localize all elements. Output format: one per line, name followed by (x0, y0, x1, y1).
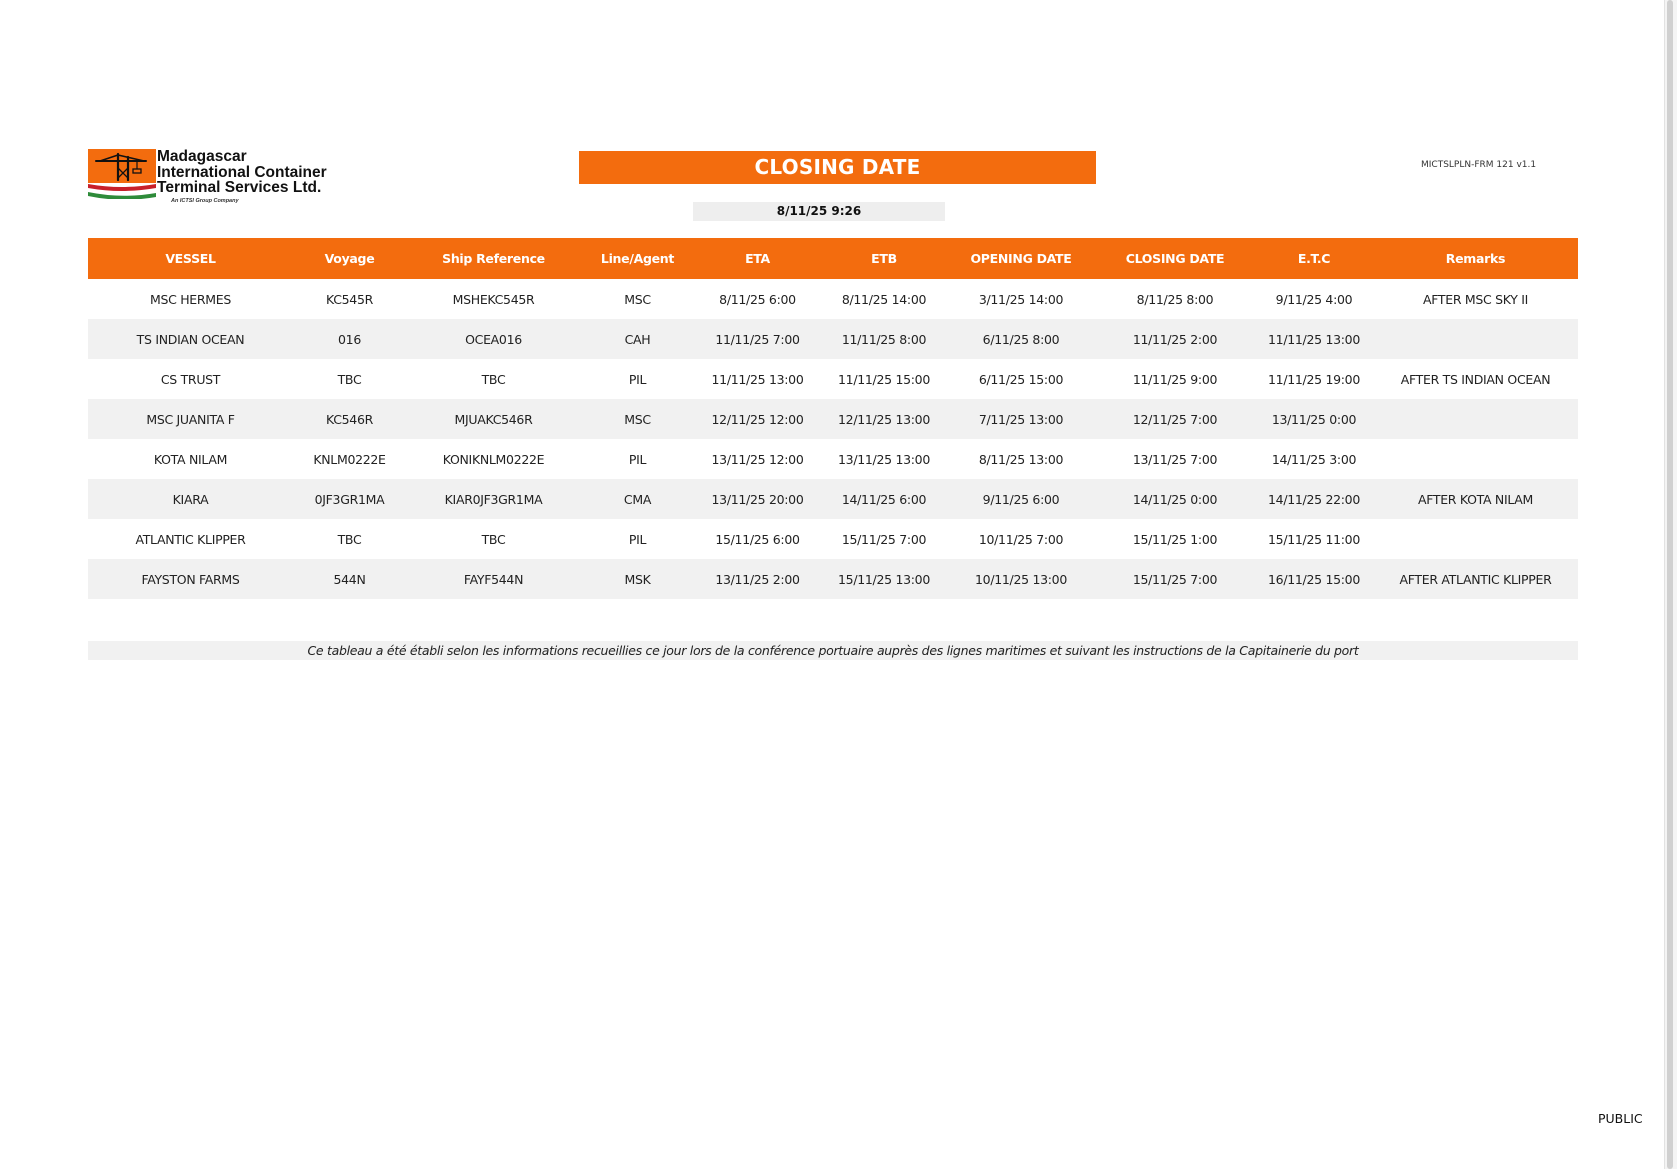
cell-eta: 12/11/25 12:00 (694, 399, 821, 439)
cell-opening-date: 6/11/25 15:00 (978, 371, 1064, 387)
column-header-closing-date: CLOSING DATE (1095, 238, 1255, 279)
column-header-etc: E.T.C (1255, 238, 1373, 279)
classification-label: PUBLIC (1598, 1111, 1643, 1126)
table-row (88, 279, 1578, 319)
cell-vessel: CS TRUST (160, 371, 221, 387)
footnote: Ce tableau a été établi selon les informations recueillies ce jour lors de la conférence portuaire auprès des lignes maritimes et suivant les instructions de la Capitainerie du port (88, 641, 1578, 660)
cell-opening-date: 6/11/25 8:00 (947, 319, 1095, 359)
table-row (88, 559, 1578, 599)
cell-voyage: KC546R (293, 399, 406, 439)
cell-vessel: KOTA NILAM (153, 451, 228, 467)
cell-closing-date: 15/11/25 1:00 (1132, 531, 1218, 547)
cell-voyage: 544N (293, 559, 406, 599)
cell-ship-reference: FAYF544N (406, 559, 581, 599)
cell-opening-date: 3/11/25 14:00 (978, 291, 1064, 307)
cell-etc: 13/11/25 0:00 (1255, 399, 1373, 439)
cell-ship-reference: KONIKNLM0222E (442, 451, 545, 467)
cell-etc: 9/11/25 4:00 (1275, 291, 1353, 307)
column-header-eta: ETA (694, 238, 821, 279)
cell-closing-date: 11/11/25 2:00 (1095, 319, 1255, 359)
cell-line-agent: MSK (581, 559, 694, 599)
scrollbar-thumb[interactable] (1667, 0, 1673, 1169)
cell-vessel: MSC HERMES (149, 291, 232, 307)
table-row (88, 319, 1578, 359)
vessel-schedule-table (88, 238, 1578, 599)
cell-closing-date: 13/11/25 7:00 (1132, 451, 1218, 467)
cell-remarks: AFTER MSC SKY II (1422, 291, 1528, 307)
company-logo (88, 149, 328, 209)
cell-line-agent: PIL (628, 371, 647, 387)
page-title: CLOSING DATE (579, 151, 1096, 184)
cell-ship-reference: KIAR0JF3GR1MA (406, 479, 581, 519)
cell-remarks (1373, 319, 1578, 359)
table-row (88, 439, 1578, 479)
vertical-scrollbar[interactable] (1664, 0, 1677, 1169)
cell-etb: 8/11/25 14:00 (841, 291, 927, 307)
cell-ship-reference: MSHEKC545R (452, 291, 535, 307)
cell-voyage: 0JF3GR1MA (293, 479, 406, 519)
table-row (88, 399, 1578, 439)
cell-opening-date: 9/11/25 6:00 (947, 479, 1095, 519)
cell-voyage: TBC (337, 371, 362, 387)
column-header-remarks: Remarks (1373, 238, 1578, 279)
cell-eta: 15/11/25 6:00 (715, 531, 800, 547)
company-name-line-1: Madagascar (157, 148, 247, 165)
cell-etc: 14/11/25 22:00 (1255, 479, 1373, 519)
cell-closing-date: 11/11/25 9:00 (1132, 371, 1218, 387)
cell-vessel: ATLANTIC KLIPPER (135, 531, 246, 547)
cell-opening-date: 10/11/25 7:00 (978, 531, 1064, 547)
column-header-etb: ETB (821, 238, 947, 279)
cell-etc: 16/11/25 15:00 (1255, 559, 1373, 599)
column-header-ship-reference: Ship Reference (406, 238, 581, 279)
cell-etc: 11/11/25 19:00 (1268, 371, 1360, 387)
cell-eta: 13/11/25 12:00 (711, 451, 804, 467)
cell-eta: 8/11/25 6:00 (719, 291, 796, 307)
company-name-line-3: Terminal Services Ltd. (157, 179, 322, 196)
cell-line-agent: MSC (581, 399, 694, 439)
cell-etc: 15/11/25 11:00 (1268, 531, 1360, 547)
cell-vessel: KIARA (88, 479, 293, 519)
cell-line-agent: CAH (581, 319, 694, 359)
cell-closing-date: 8/11/25 8:00 (1136, 291, 1214, 307)
column-header-opening-date: OPENING DATE (947, 238, 1095, 279)
cell-voyage: KC545R (326, 291, 373, 307)
cell-etb: 11/11/25 8:00 (821, 319, 947, 359)
table-header-row (88, 238, 1578, 279)
cell-opening-date: 7/11/25 13:00 (947, 399, 1095, 439)
cell-opening-date: 10/11/25 13:00 (947, 559, 1095, 599)
cell-opening-date: 8/11/25 13:00 (978, 451, 1064, 467)
cell-remarks (1373, 519, 1578, 559)
report-datetime: 8/11/25 9:26 (693, 202, 945, 221)
crane-logo-icon (88, 149, 156, 199)
column-header-line-agent: Line/Agent (581, 238, 694, 279)
cell-closing-date: 12/11/25 7:00 (1095, 399, 1255, 439)
cell-ship-reference: MJUAKC546R (406, 399, 581, 439)
cell-eta: 11/11/25 7:00 (694, 319, 821, 359)
cell-eta: 11/11/25 13:00 (711, 371, 804, 387)
cell-remarks (1373, 439, 1578, 479)
column-header-vessel: VESSEL (88, 238, 293, 279)
table-row (88, 519, 1578, 559)
cell-line-agent: MSC (624, 291, 651, 307)
cell-etb: 15/11/25 13:00 (821, 559, 947, 599)
cell-remarks: AFTER ATLANTIC KLIPPER (1373, 559, 1578, 599)
cell-etb: 11/11/25 15:00 (838, 371, 930, 387)
cell-closing-date: 15/11/25 7:00 (1095, 559, 1255, 599)
cell-remarks: AFTER KOTA NILAM (1373, 479, 1578, 519)
cell-etb: 15/11/25 7:00 (841, 531, 927, 547)
cell-vessel: FAYSTON FARMS (88, 559, 293, 599)
column-header-voyage: Voyage (293, 238, 406, 279)
table-body (88, 279, 1578, 599)
cell-etb: 12/11/25 13:00 (821, 399, 947, 439)
cell-line-agent: PIL (628, 531, 647, 547)
cell-eta: 13/11/25 20:00 (694, 479, 821, 519)
cell-closing-date: 14/11/25 0:00 (1095, 479, 1255, 519)
cell-voyage: 016 (293, 319, 406, 359)
cell-remarks (1373, 399, 1578, 439)
cell-vessel: TS INDIAN OCEAN (88, 319, 293, 359)
cell-line-agent: PIL (628, 451, 647, 467)
cell-voyage: KNLM0222E (313, 451, 386, 467)
company-name (157, 149, 327, 196)
cell-remarks: AFTER TS INDIAN OCEAN (1400, 371, 1551, 387)
cell-ship-reference: TBC (481, 531, 506, 547)
cell-etc: 11/11/25 13:00 (1255, 319, 1373, 359)
cell-ship-reference: TBC (481, 371, 506, 387)
table-row (88, 359, 1578, 399)
form-code: MICTSLPLN-FRM 121 v1.1 (1421, 160, 1537, 170)
table-row (88, 479, 1578, 519)
cell-etb: 13/11/25 13:00 (838, 451, 930, 467)
cell-etc: 14/11/25 3:00 (1271, 451, 1357, 467)
cell-line-agent: CMA (581, 479, 694, 519)
cell-ship-reference: OCEA016 (406, 319, 581, 359)
cell-vessel: MSC JUANITA F (88, 399, 293, 439)
company-tagline: An ICTSI Group Company (171, 198, 239, 204)
cell-voyage: TBC (337, 531, 362, 547)
company-name-line-2: International Container (157, 163, 327, 181)
cell-etb: 14/11/25 6:00 (821, 479, 947, 519)
cell-eta: 13/11/25 2:00 (694, 559, 821, 599)
